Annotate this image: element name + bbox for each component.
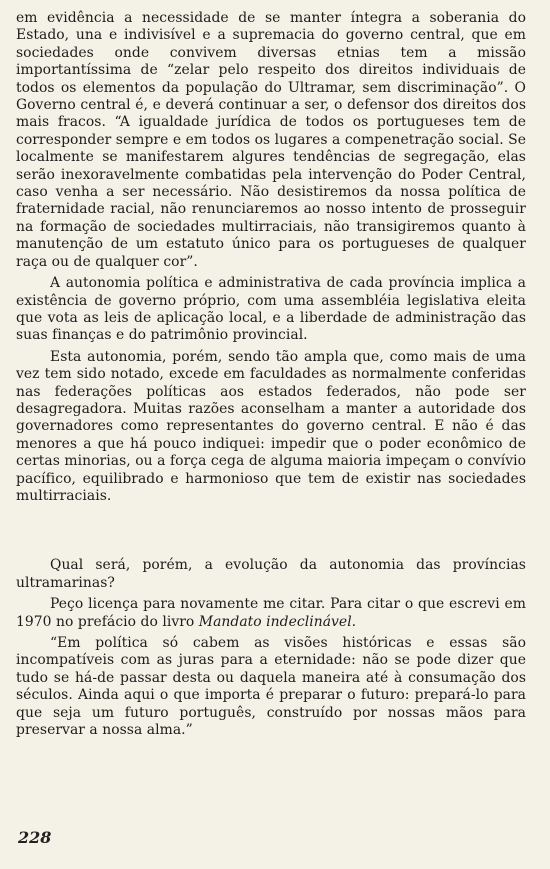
paragraph-5	[16, 596, 526, 631]
paragraph-2: A autonomia política e administrativa de cada província implica a existência de governo próprio, com uma assembléia legislativa eleita que vota as leis de aplicação local, e a liberdade de administração das suas finanças e do patrimônio provincial.	[16, 275, 526, 344]
paragraph-1: em evidência a necessidade de se manter íntegra a soberania do Estado, una e indivisível e a supremacia do governo central, que em sociedades onde convivem diversas etnias tem a missão importantíssima de “zelar pelo respeito dos direitos individuais de todos os elementos da população do Ultramar, sem discriminação”. O Governo central é, e deverá continuar a ser, o defensor dos direitos dos mais fracos. “A igualdade jurídica de todos os portugueses tem de corresponder sempre e em todos os lugares a compenetração social. Se localmente se manifestarem algures tendências de segregação, elas serão inexoravelmente combatidas pela intervenção do Poder Central, caso venha a ser necessário. Não desistiremos da nossa política de fraternidade racial, não renunciaremos ao nosso intento de prosseguir na formação de sociedades multirraciais, não transigiremos quanto à manutenção de um estatuto único para os portugueses de qualquer raça ou de qualquer cor”.	[16, 10, 526, 270]
page-body	[16, 10, 526, 739]
paragraph-4: Qual será, porém, a evolução da autonomia das províncias ultramarinas?	[16, 557, 526, 591]
book-title: Mandato indeclinável.	[198, 613, 357, 630]
paragraph-6: “Em política só cabem as visões históricas e essas são incompatíveis com as juras para a eternidade: não se pode dizer que tudo se há-de passar desta ou daquela maneira até à consumação dos séculos. Ainda aqui o que importa é preparar o futuro: prepará-lo para que seja um futuro português, construído por nossas mãos para preservar a nossa alma.”	[16, 635, 526, 739]
paragraph-3: Esta autonomia, porém, sendo tão ampla que, como mais de uma vez tem sido notado, excede em faculdades as normalmente conferidas nas federações políticas aos estados federados, não pode ser desagregadora. Muitas razões aconselham a manter a autoridade dos governadores como representantes do governo central. E não é das menores a que há pouco indiquei: impedir que o poder econômico de certas minorias, ou a força cega de alguma maioria impeçam o convívio pacífico, equilibrado e harmonioso que tem de existir nas sociedades multirraciais.	[16, 348, 526, 504]
page-number: 228	[18, 828, 52, 847]
paragraph-5-text: Peço licença para novamente me citar. Para citar o que escrevi em 1970 no prefácio do livro	[16, 596, 526, 630]
